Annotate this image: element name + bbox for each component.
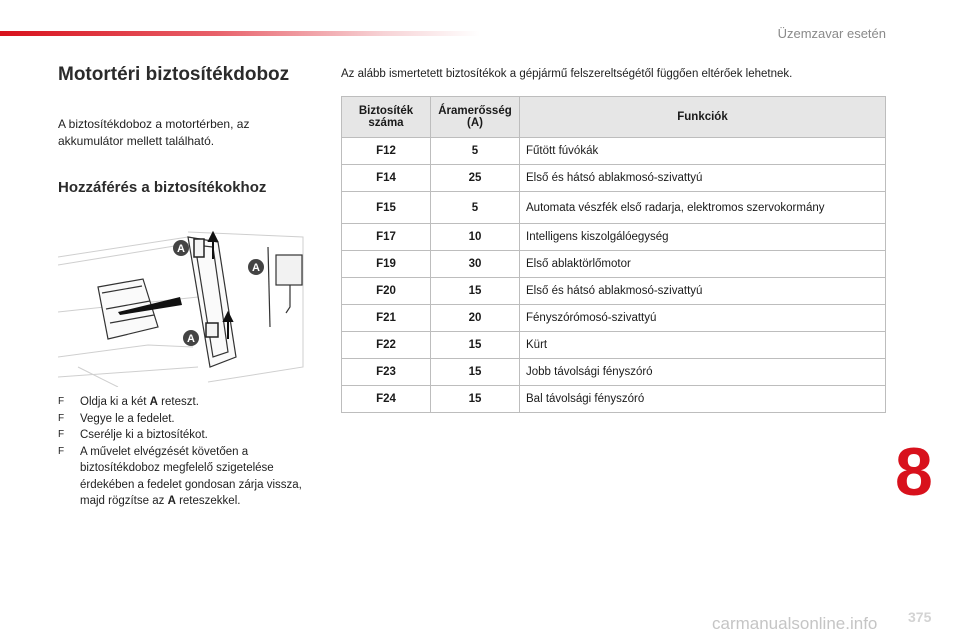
fuse-function: Bal távolsági fényszóró xyxy=(520,386,886,413)
step-item: F Vegye le a fedelet. xyxy=(58,411,318,428)
svg-text:A: A xyxy=(177,243,185,255)
fuse-function: Fűtött fúvókák xyxy=(520,138,886,165)
fuse-amperage: 30 xyxy=(431,251,520,278)
step-item: F Oldja ki a két A reteszt. xyxy=(58,394,318,411)
fuse-function: Jobb távolsági fényszóró xyxy=(520,359,886,386)
svg-text:A: A xyxy=(187,333,195,345)
fuse-number: F14 xyxy=(342,165,431,192)
step-item: F Cserélje ki a biztosítékot. xyxy=(58,427,318,444)
step-item: F A művelet elvégzését követően a biztosítékdoboz megfelelő szigetelése érdekében a fedelet gondosan zárja vissza, majd rögzítse az A reteszekkel. xyxy=(58,445,302,507)
fuse-function: Intelligens kiszolgálóegység xyxy=(520,224,886,251)
table-row xyxy=(342,278,886,305)
fuse-number: F22 xyxy=(342,332,431,359)
table-header-row xyxy=(342,97,886,138)
table-row xyxy=(342,332,886,359)
bullet-icon: F xyxy=(58,412,65,424)
fuse-function: Kürt xyxy=(520,332,886,359)
fuse-function: Fényszórómosó-szivattyú xyxy=(520,305,886,332)
fuse-amperage: 10 xyxy=(431,224,520,251)
col-header-amperage: Áramerősség (A) xyxy=(431,97,520,138)
col-header-function: Funkciók xyxy=(520,97,886,138)
fuse-amperage: 15 xyxy=(431,359,520,386)
fuse-amperage: 15 xyxy=(431,278,520,305)
fuse-number: F24 xyxy=(342,386,431,413)
table-row xyxy=(342,165,886,192)
bullet-icon: F xyxy=(58,429,65,440)
fuse-function: Első és hátsó ablakmosó-szivattyú xyxy=(520,278,886,305)
table-row xyxy=(342,192,886,224)
fuse-function: Első és hátsó ablakmosó-szivattyú xyxy=(520,165,886,192)
table-row xyxy=(342,305,886,332)
table-row xyxy=(342,224,886,251)
fuse-amperage: 5 xyxy=(431,138,520,165)
fuse-function: Automata vészfék első radarja, elektromos szervokormány xyxy=(520,192,886,224)
fuse-function: Első ablaktörlőmotor xyxy=(520,251,886,278)
fuse-number: F17 xyxy=(342,224,431,251)
table-row xyxy=(342,138,886,165)
fuse-amperage: 25 xyxy=(431,165,520,192)
page-title: Motortéri biztosítékdoboz xyxy=(58,64,290,85)
fuse-number: F12 xyxy=(342,138,431,165)
fuse-amperage: 5 xyxy=(431,192,520,224)
table-row xyxy=(342,251,886,278)
section-title: Üzemzavar esetén xyxy=(777,26,886,41)
bullet-icon: F xyxy=(58,445,65,457)
bullet-icon: F xyxy=(58,396,65,407)
top-accent-bar xyxy=(0,31,480,36)
page-number: 375 xyxy=(908,609,932,625)
table-intro-text: Az alább ismertetett biztosítékok a gépjármű felszereltségétől függően eltérőek lehetnek. xyxy=(341,68,793,80)
fuse-number: F21 xyxy=(342,305,431,332)
table-row xyxy=(342,359,886,386)
fuse-amperage: 15 xyxy=(431,386,520,413)
col-header-fuse: Biztosíték száma xyxy=(342,97,431,138)
fuse-table xyxy=(341,96,886,413)
fuse-number: F20 xyxy=(342,278,431,305)
fuse-number: F23 xyxy=(342,359,431,386)
svg-text:A: A xyxy=(252,262,260,274)
fuse-amperage: 20 xyxy=(431,305,520,332)
intro-text: A biztosítékdoboz a motortérben, az akkumulátor mellett található. xyxy=(58,117,250,148)
callout-a-1 xyxy=(173,240,189,256)
steps-list xyxy=(58,394,318,510)
fuse-number: F15 xyxy=(342,192,431,224)
table-row xyxy=(342,386,886,413)
access-subtitle: Hozzáférés a biztosítékokhoz xyxy=(58,179,267,196)
fuse-number: F19 xyxy=(342,251,431,278)
callout-a-2 xyxy=(248,259,264,275)
chapter-number: 8 xyxy=(895,434,933,510)
watermark-text: carmanualsonline.info xyxy=(712,614,878,633)
fuse-box-diagram xyxy=(58,217,308,387)
fuse-amperage: 15 xyxy=(431,332,520,359)
callout-a-3 xyxy=(183,330,199,346)
